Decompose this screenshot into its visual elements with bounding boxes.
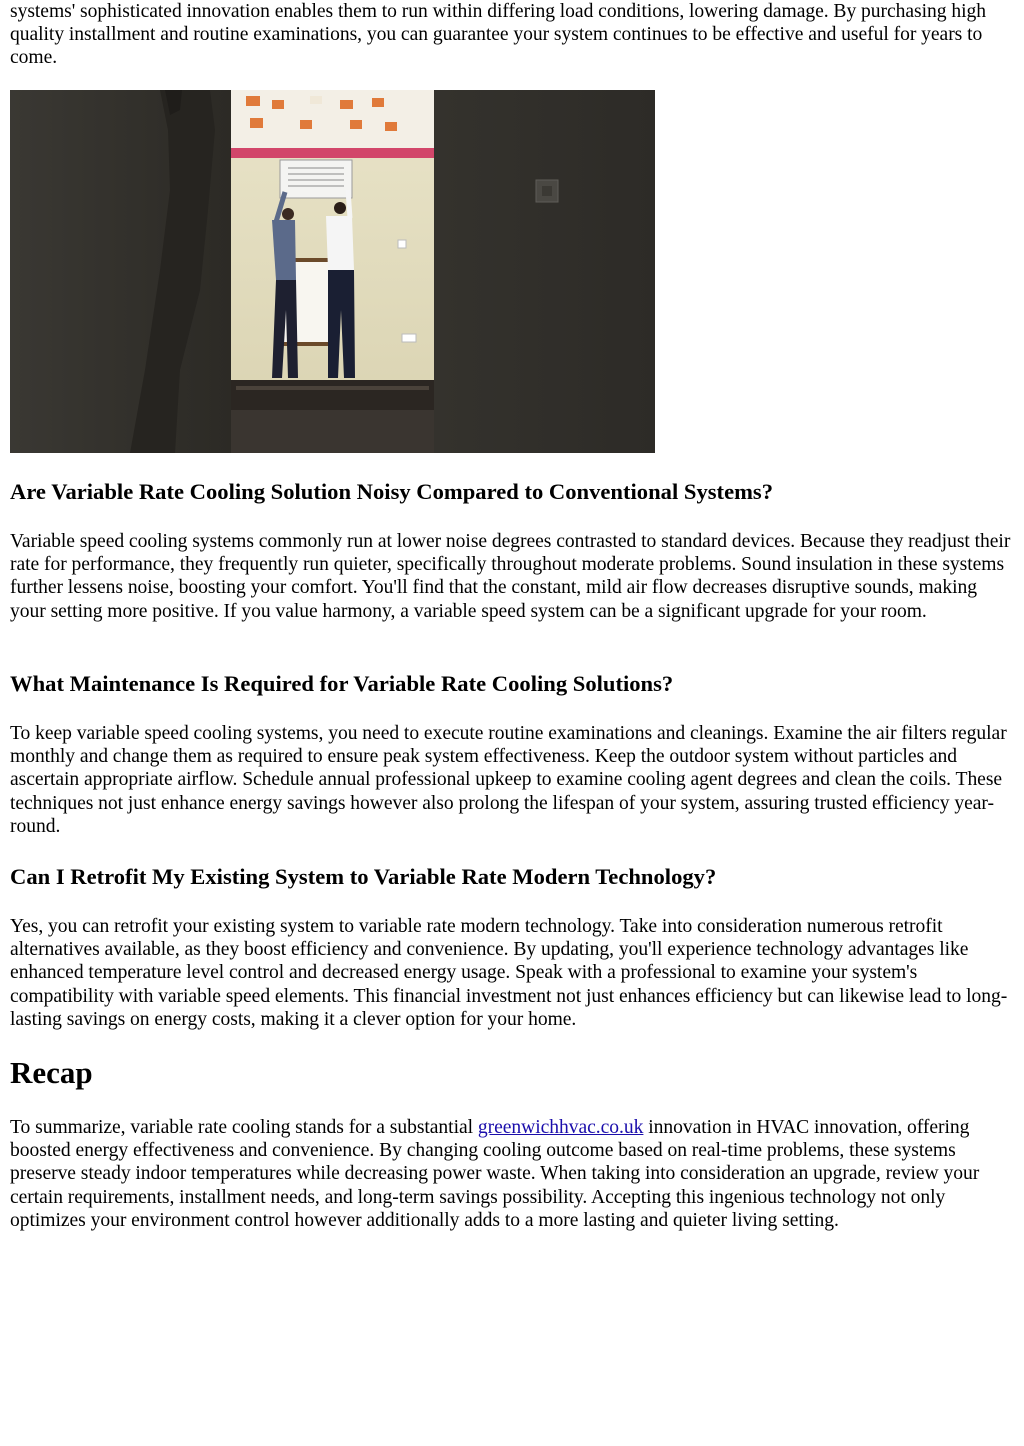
section-heading-retrofit: Can I Retrofit My Existing System to Variable Rate Modern Technology? (10, 864, 717, 889)
section-heading-noise: Are Variable Rate Cooling Solution Noisy Compared to Conventional Systems? (10, 479, 774, 504)
recap-paragraph (10, 1116, 1016, 1232)
section-heading-maintenance: What Maintenance Is Required for Variable Rate Cooling Solutions? (10, 671, 674, 696)
ac-installation-photo (10, 90, 655, 453)
recap-heading: Recap (10, 1055, 93, 1090)
recap-text-before-link: To summarize, variable rate cooling stands for a substantial (10, 1117, 478, 1138)
section-body-retrofit: Yes, you can retrofit your existing system to variable rate modern technology. Take into consideration numerous retrofit alternatives available, as they boost efficiency and convenience. By updating, you'll experience technology advantages like enhanced temperature level control and decreased energy usage. Speak with a professional to examine your system's compatibility with variable speed elements. This financial investment not just enhances efficiency but can likewise lead to long-lasting savings on energy costs, making it a clever option for your home. (10, 916, 1008, 1030)
section-body-maintenance: To keep variable speed cooling systems, you need to execute routine examinations and cleanings. Examine the air filters regular monthly and change them as required to ensure peak system effectiveness. Keep the outdoor system without particles and ascertain appropriate airflow. Schedule annual professional upkeep to examine cooling agent degrees and clean the coils. These techniques not just enhance energy savings however also prolong the lifespan of your system, assuring trusted efficiency year-round. (10, 723, 1007, 837)
photo-installing-window-ac-unit-icon (10, 90, 655, 453)
intro-paragraph: systems' sophisticated innovation enables them to run within differing load conditions, lowering damage. By purchasing high quality installment and routine examinations, you can guarantee your system continues to be effective and useful for years to come. (10, 1, 986, 69)
recap-text-after-link: innovation in HVAC innovation, offering boosted energy effectiveness and convenience. By changing cooling outcome based on real-time problems, these systems preserve steady indoor temperatures while decreasing power waste. When taking into consideration an upgrade, review your certain requirements, installment needs, and long-term savings possibility. Accepting this ingenious technology not only optimizes your environment control however additionally adds to a more lasting and quieter living setting. (10, 1117, 980, 1231)
section-body-noise: Variable speed cooling systems commonly run at lower noise degrees contrasted to standard devices. Because they readjust their rate for performance, they frequently run quieter, specifically throughout moderate problems. Sound insulation in these systems further lessens noise, boosting your comfort. You'll find that the constant, mild air flow decreases disruptive sounds, making your setting more positive. If you value harmony, a variable speed system can be a significant upgrade for your room. (10, 531, 1011, 622)
greenwichhvac-link[interactable]: greenwichhvac.co.uk (477, 1117, 644, 1138)
